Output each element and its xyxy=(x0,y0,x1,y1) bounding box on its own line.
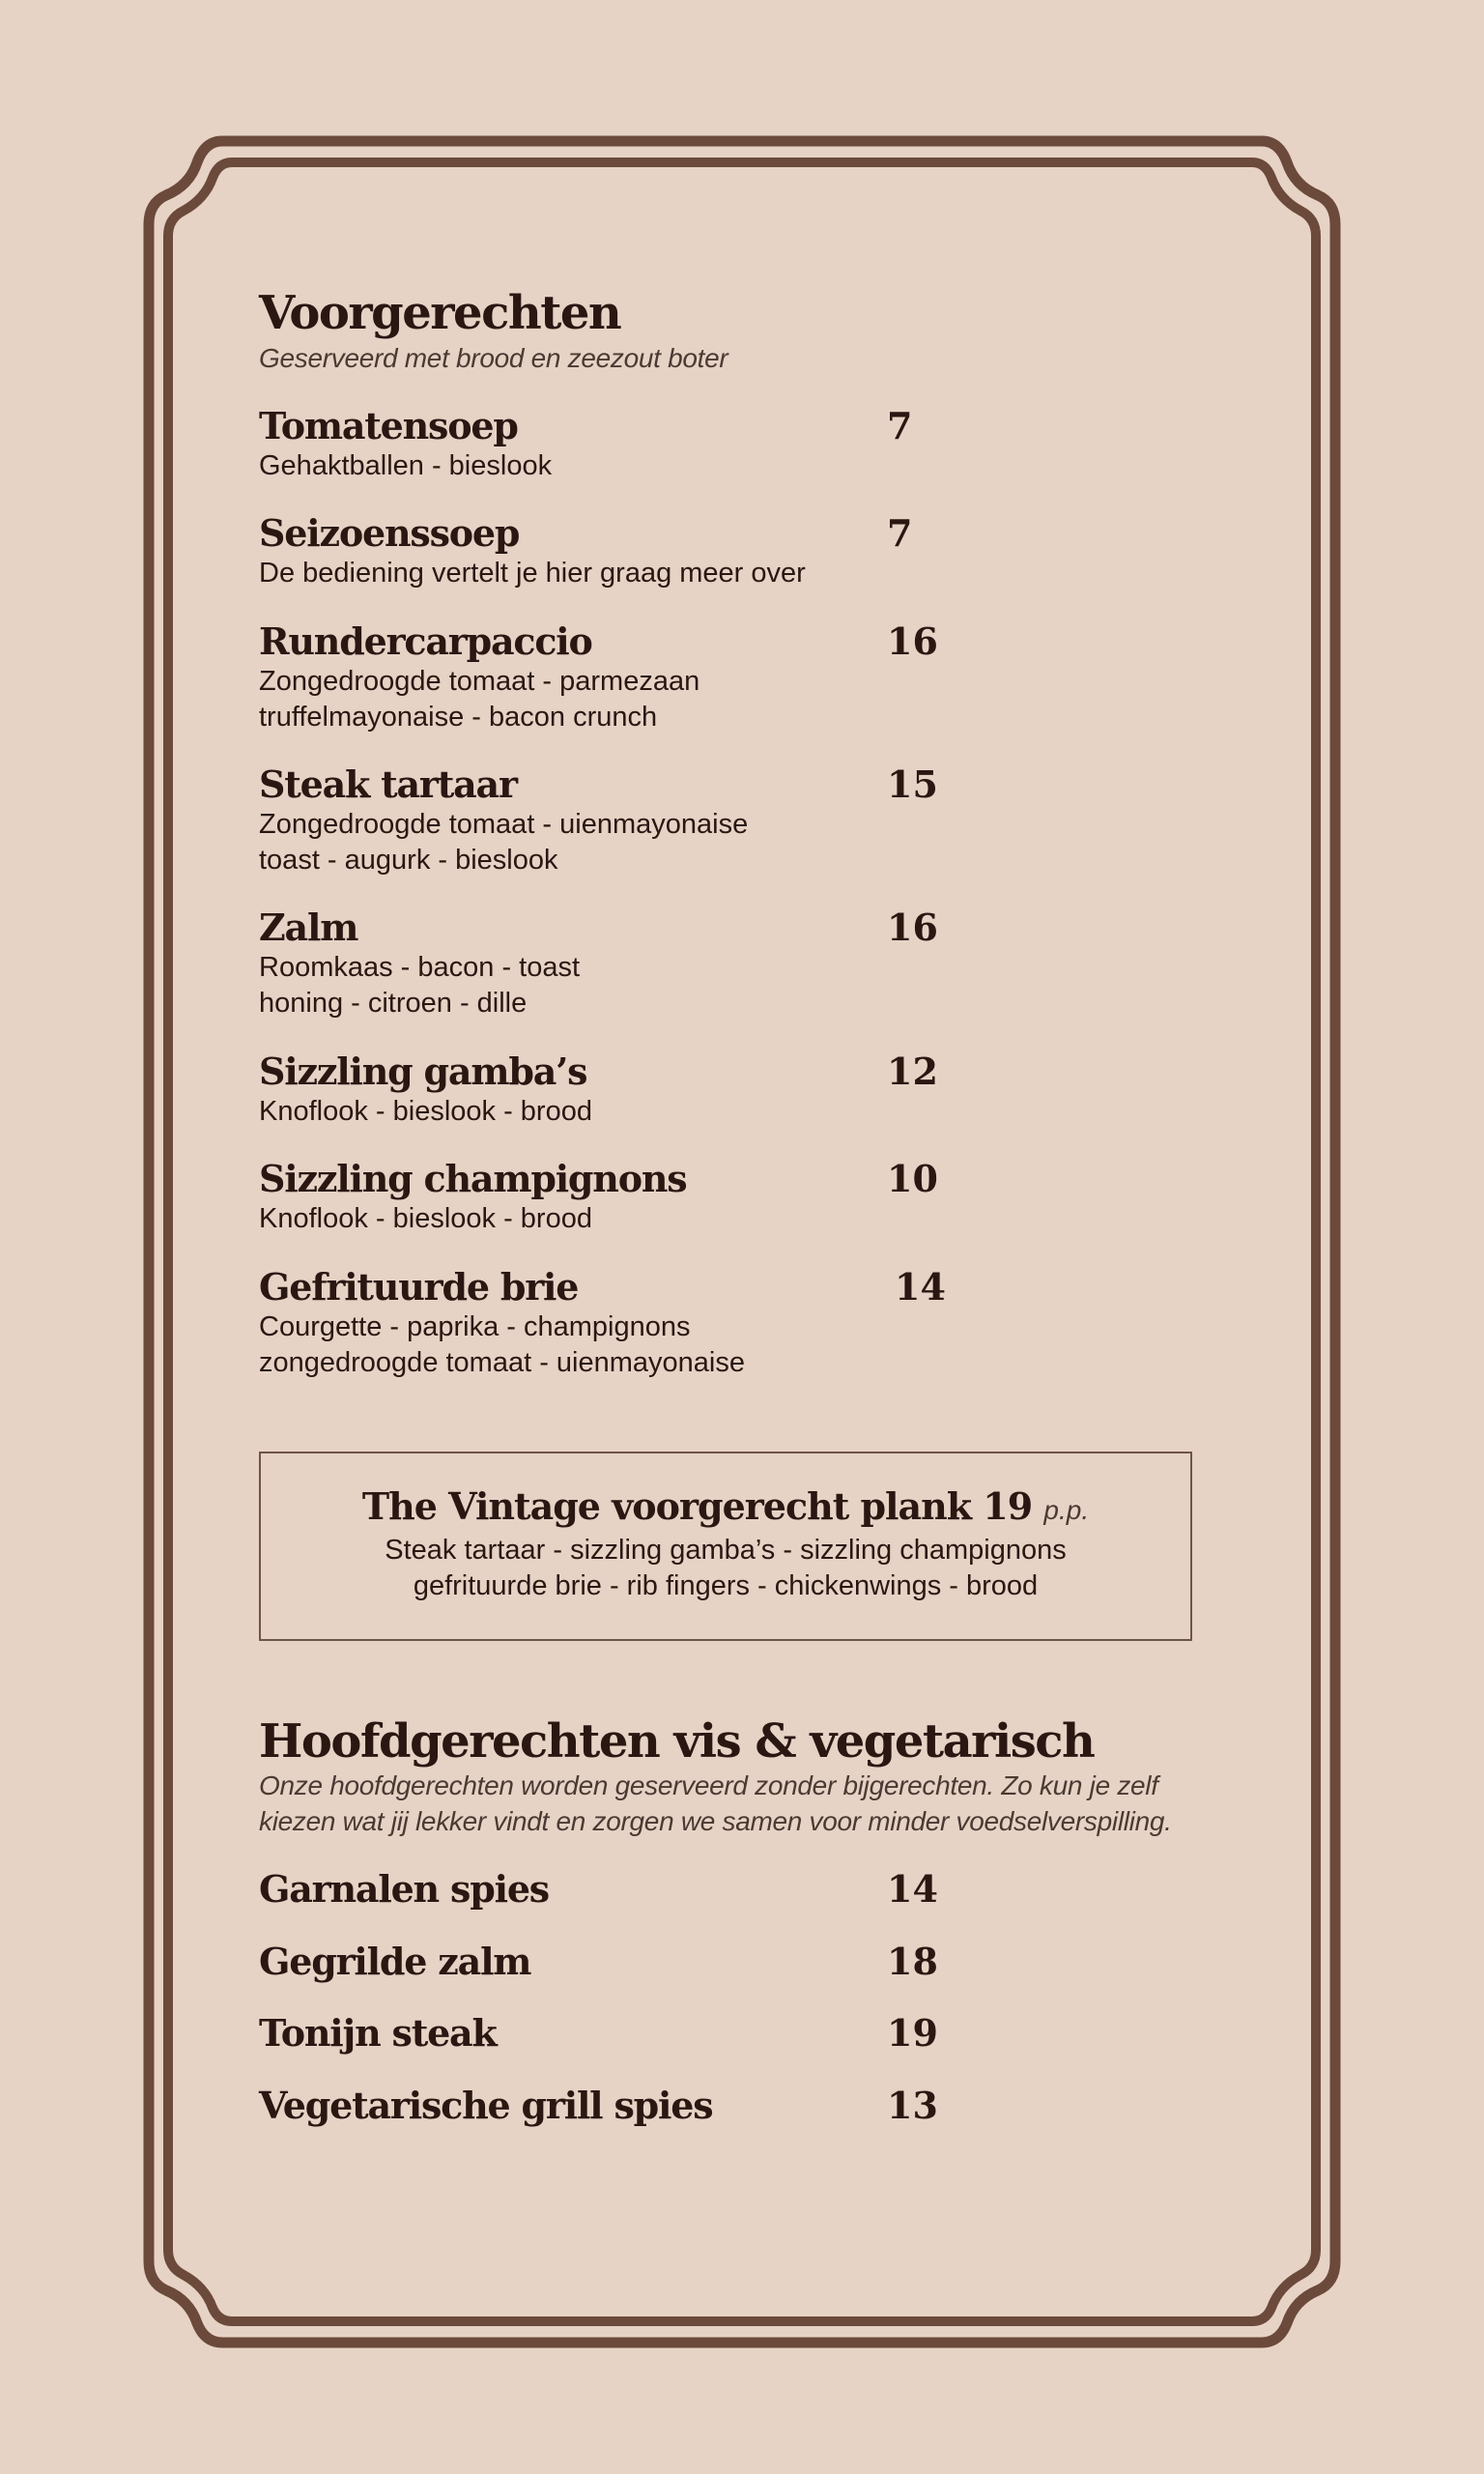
item-price: 7 xyxy=(887,511,913,555)
item-price: 10 xyxy=(887,1157,938,1200)
plank-line: gefrituurde brie - rib fingers - chickenwings - brood xyxy=(413,1570,1039,1601)
item-price: 16 xyxy=(887,619,938,663)
item-name: Steak tartaar xyxy=(259,762,517,806)
mains-subtitle-line: Onze hoofdgerechten worden geserveerd zonder bijgerechten. Zo kun je zelf xyxy=(259,1770,1158,1800)
item-description: Knoflook - bieslook - brood xyxy=(259,1096,592,1127)
item-price: 7 xyxy=(887,404,913,447)
item-name: Rundercarpaccio xyxy=(259,619,592,663)
item-name: Vegetarische grill spies xyxy=(259,2084,713,2127)
item-name: Tonijn steak xyxy=(259,2011,497,2055)
item-name: Gefrituurde brie xyxy=(259,1265,579,1309)
item-price: 14 xyxy=(895,1265,946,1309)
item-name: Sizzling champignons xyxy=(259,1157,687,1200)
plank-line: Steak tartaar - sizzling gamba’s - sizzling champignons xyxy=(385,1535,1067,1566)
item-price: 16 xyxy=(887,906,938,949)
mains-subtitle-line: kiezen wat jij lekker vindt en zorgen we samen voor minder voedselverspilling. xyxy=(259,1806,1172,1836)
item-price: 15 xyxy=(887,762,938,806)
item-name: Sizzling gamba’s xyxy=(259,1050,587,1093)
item-name: Garnalen spies xyxy=(259,1867,549,1911)
item-name: Tomatensoep xyxy=(259,404,518,447)
item-description: Zongedroogde tomaat - parmezaan truffelmayonaise - bacon crunch xyxy=(259,666,700,733)
inner-border xyxy=(168,162,1316,2321)
item-name: Seizoenssoep xyxy=(259,511,520,555)
starters-title: Voorgerechten xyxy=(259,286,621,340)
item-price: 14 xyxy=(887,1867,938,1911)
item-description: Gehaktballen - bieslook xyxy=(259,450,553,481)
item-price: 18 xyxy=(887,1940,938,1983)
item-description: Knoflook - bieslook - brood xyxy=(259,1203,592,1234)
plank-unit: p.p. xyxy=(1043,1495,1090,1525)
item-price: 12 xyxy=(887,1050,938,1093)
item-description: De bediening vertelt je hier graag meer over xyxy=(259,558,806,589)
vintage-plank-box xyxy=(259,1452,1192,1641)
plank-title: The Vintage voorgerecht plank 19 p.p. xyxy=(361,1484,1090,1528)
mains-title: Hoofdgerechten vis & vegetarisch xyxy=(259,1714,1095,1769)
item-description: Courgette - paprika - champignons zongedroogde tomaat - uienmayonaise xyxy=(259,1311,745,1378)
starters-subtitle: Geserveerd met brood en zeezout boter xyxy=(259,343,728,373)
item-description: Roomkaas - bacon - toast honing - citroen - dille xyxy=(259,952,581,1019)
item-price: 19 xyxy=(887,2011,938,2055)
item-description: Zongedroogde tomaat - uienmayonaise toast - augurk - bieslook xyxy=(259,809,749,876)
item-name: Gegrilde zalm xyxy=(259,1940,531,1983)
item-price: 13 xyxy=(887,2084,938,2127)
item-name: Zalm xyxy=(259,906,358,949)
